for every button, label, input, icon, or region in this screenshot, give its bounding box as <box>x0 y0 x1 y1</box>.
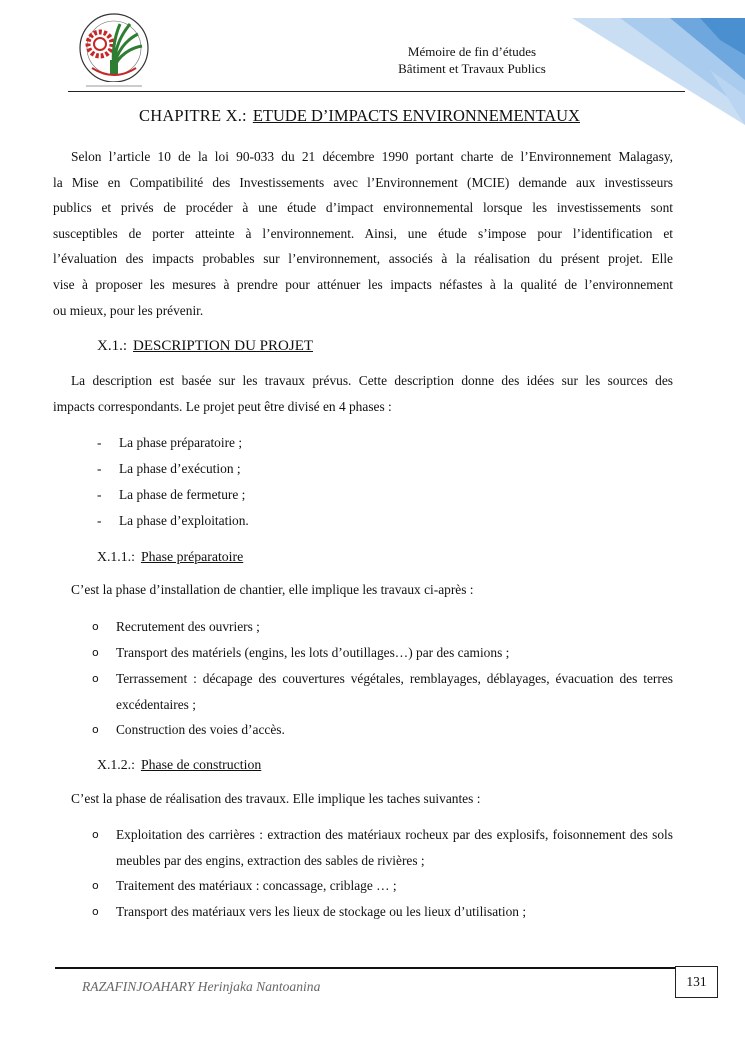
list-item-text: La phase d’exécution ; <box>119 461 241 476</box>
list-item <box>92 899 673 925</box>
list-item <box>97 487 245 503</box>
section-paragraph <box>53 368 673 419</box>
circle-bullet: o <box>92 672 99 685</box>
circle-bullet: o <box>92 905 99 918</box>
list-item <box>92 873 673 899</box>
intro-paragraph <box>53 144 673 323</box>
list-item-text: Exploitation des carrières : extraction des matériaux rocheux par des explosifs, foisonnement des sols meubles par des engins, extraction des sables de rivières ; <box>116 827 673 868</box>
circle-bullet: o <box>92 828 99 841</box>
subsection-number: X.1.2.: <box>97 757 135 772</box>
text-line: publics et privés de procéder à une étude d’impact environnemental lorsque les investissements sont <box>53 200 673 216</box>
list-item-text: La phase préparatoire ; <box>119 435 243 450</box>
list-item-text: Construction des voies d’accès. <box>116 722 285 737</box>
circle-bullet: o <box>92 723 99 736</box>
dash-bullet: - <box>97 461 102 476</box>
dash-bullet: - <box>97 435 102 450</box>
text-line: C’est la phase d’installation de chantier, elle implique les travaux ci-après : <box>71 582 474 597</box>
list-item <box>92 614 673 640</box>
school-emblem-icon <box>70 10 158 92</box>
footer-author: RAZAFINJOAHARY Herinjaka Nantoanina <box>82 979 321 994</box>
list-item-text: La phase d’exploitation. <box>119 513 249 528</box>
dash-bullet: - <box>97 513 102 528</box>
subsection-heading <box>97 549 243 565</box>
circle-bullet: o <box>92 646 99 659</box>
list-item-text: Transport des matériaux vers les lieux de stockage ou les lieux d’utilisation ; <box>116 904 527 919</box>
list-item <box>92 666 673 717</box>
footer-divider <box>55 967 675 969</box>
list-item <box>97 435 242 451</box>
list-item <box>97 461 241 477</box>
text-line: l’évaluation des impacts probables sur l’environnement, associés à la réalisation du présent projet. Elle <box>53 251 673 267</box>
circle-bullet: o <box>92 620 99 633</box>
list-item-text: La phase de fermeture ; <box>119 487 246 502</box>
text-line: La description est basée sur les travaux prévus. Cette description donne des idées sur les sources des <box>71 373 673 388</box>
text-line: ou mieux, pour les prévenir. <box>53 302 204 318</box>
subsection-heading <box>97 757 261 773</box>
text-line: Selon l’article 10 de la loi 90-033 du 21 décembre 1990 portant charte de l’Environnement Malagasy, <box>71 149 673 164</box>
header-line-2: Bâtiment et Travaux Publics <box>398 61 546 76</box>
section-number: X.1.: <box>97 338 127 354</box>
list-item <box>97 513 249 529</box>
text-line: la Mise en Compatibilité des Investissements avec l’Environnement (MCIE) demande aux investisseurs <box>53 174 673 190</box>
subsection-intro <box>53 786 673 812</box>
page-number: 131 <box>675 966 718 998</box>
list-item-text: Recrutement des ouvriers ; <box>116 619 260 634</box>
subsection-number: X.1.1.: <box>97 549 135 564</box>
list-item-text: Terrassement : décapage des couvertures végétales, remblayages, déblayages, évacuation des terres excédentaires ; <box>116 671 673 712</box>
circle-bullet: o <box>92 879 99 892</box>
dash-bullet: - <box>97 487 102 502</box>
corner-decoration-icon <box>560 0 745 125</box>
list-item <box>92 717 673 743</box>
subsection-title: Phase de construction <box>140 757 262 772</box>
text-line: vise à proposer les mesures à prendre pour atténuer les impacts néfastes à la qualité de l’environnement <box>53 276 673 292</box>
section-title: DESCRIPTION DU PROJET <box>133 338 314 354</box>
header-divider <box>68 91 685 92</box>
text-line: impacts correspondants. Le projet peut être divisé en 4 phases : <box>53 398 392 414</box>
list-item-text: Transport des matériels (engins, les lots d’outillages…) par des camions ; <box>116 645 510 660</box>
subsection-intro <box>53 577 673 603</box>
section-heading <box>97 338 313 355</box>
subsection-title: Phase préparatoire <box>140 549 244 564</box>
list-item-text: Traitement des matériaux : concassage, criblage … ; <box>116 878 397 893</box>
chapter-heading: ETUDE D’IMPACTS ENVIRONNEMENTAUX <box>252 106 580 125</box>
header-line-1: Mémoire de fin d’études <box>407 44 537 59</box>
chapter-title <box>139 106 580 126</box>
chapter-label: CHAPITRE X.: <box>139 106 247 125</box>
text-line: susceptibles de porter atteinte à l’environnement. Ainsi, une étude s’impose pour l’identification et <box>53 225 673 241</box>
list-item <box>92 822 673 873</box>
text-line: C’est la phase de réalisation des travaux. Elle implique les taches suivantes : <box>71 791 481 806</box>
list-item <box>92 640 673 666</box>
